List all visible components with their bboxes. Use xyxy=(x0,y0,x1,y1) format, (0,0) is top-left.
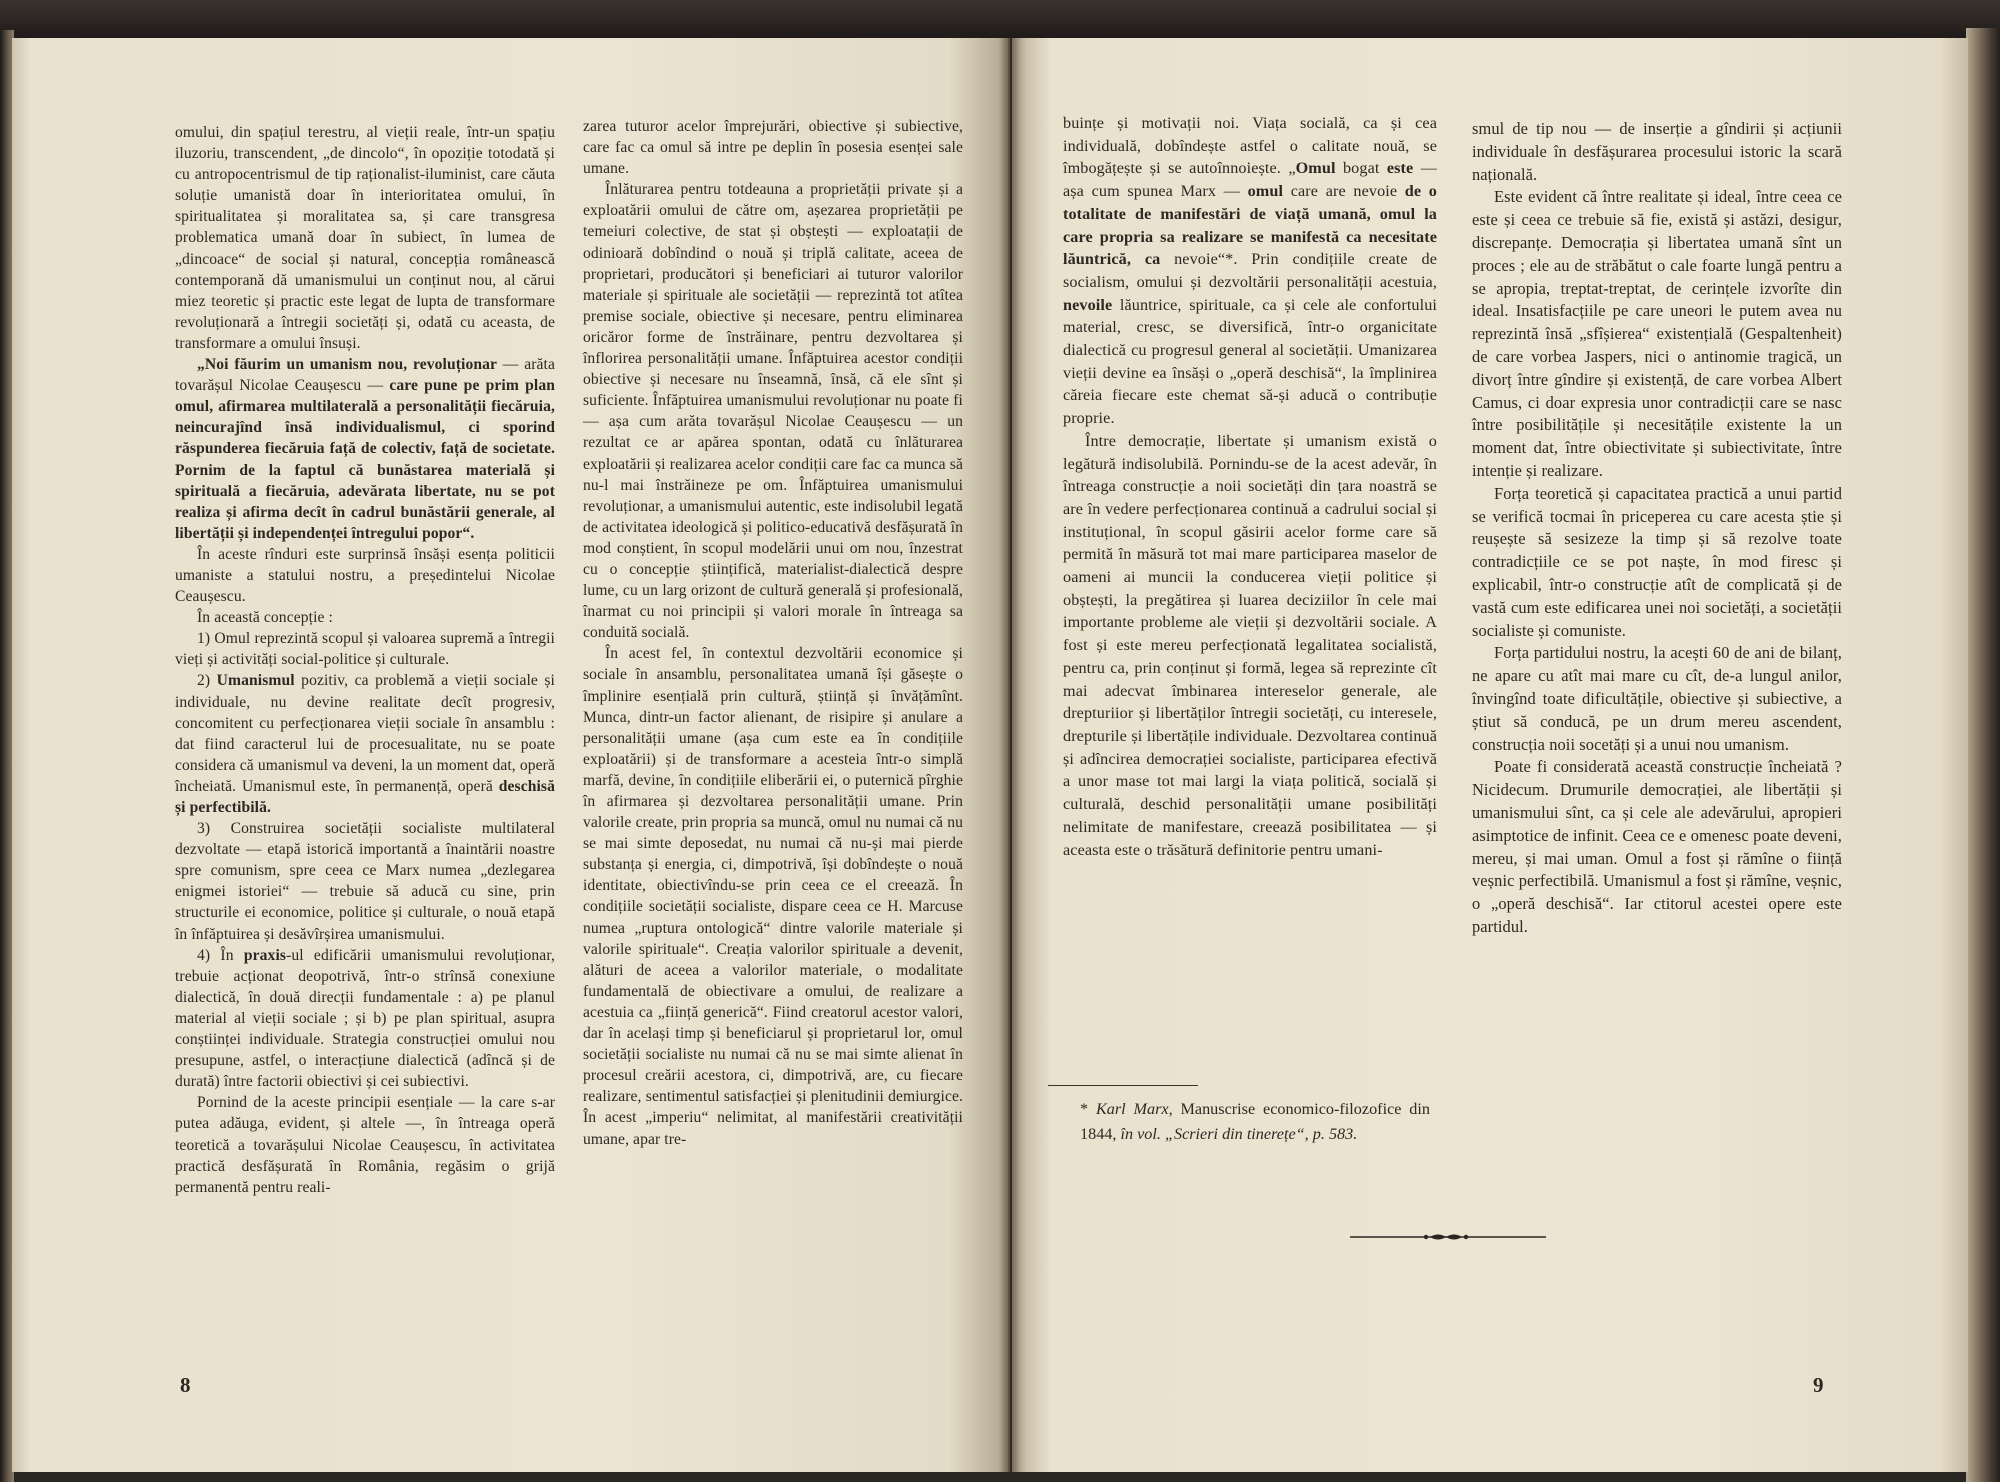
paragraph: 3) Construirea societății socialiste multilateral dezvoltate — etapă istorică importantă a înaintării noastre spre comunism, spre ceea ce Marx numea „dezlegarea enigmei istoriei“ — trebuie să aducă cu sine, prin structurile ei economice, politice și culturale, o nouă etapă în înfăptuirea și desăvîrșirea umanismului. xyxy=(175,820,555,943)
paragraph: Înlăturarea pentru totdeauna a proprietății private și a exploatării omului de către om, așezarea proprietății pe temeiuri colective, de stat și obștești — exploatații de odinioară dobîndind o nouă și triplă calitate, aceea de proprietari, producători și beneficiari ai tuturor valorilor materiale și spirituale ale societății — reprezintă tot atîtea premise sociale, obiective și necesare, pentru eliminarea oricăror forme de înstrăinare, pentru dezvoltarea și înflorirea personalității umane. Înfăptuirea acestor condiții obiective și necesare nu înseamnă, însă, că ele sînt și suficiente. Înfăptuirea umanismului revoluționar nu poate fi — așa cum arăta tovarășul Nicolae Ceaușescu — un rezultat ce ar apărea spontan, odată cu înlăturarea exploatării și realizarea acelor condiții care fac ca munca să nu-l mai înstrăineze pe om. Înfăptuirea umanismului revoluționar, a umanismului autentic, este indisolubil legată de activitatea ideologică și politico-educativă desfășurată în mod conștient, în scopul modelării unui om nou, înzestrat cu o concepție științifică, materialist-dialectică despre lume, cu un larg orizont de cultură generală și profesională, înarmat cu noi principii și valori morale în întreaga sa conduită socială. xyxy=(583,181,963,642)
paragraph: omului, din spațiul terestru, al vieții reale, într-un spațiu iluzoriu, transcendent, „de dincolo“, în opoziție totodată și cu antropocentrismul de tip raționalist-iluminist, care căuta soluție umanistă doar în interioritatea omului, în spiritualitatea și moralitatea sa, și care transgresa problematica umană doar în subiect, în lumea de „dincoace“ de social și natural, concepția românească contemporană dă umanismului un conținut nou, al cărui miez teoretic și practic este legat de lupta de transformare revoluționară a întregii societăți și, odată cu aceasta, de transformare a omului însuși. xyxy=(175,124,555,352)
paragraph: 2) Umanismul pozitiv, ca problemă a vieții sociale și individuale, nu devine realitate decît progresiv, concomitent cu perfecționarea vieții sociale în ansamblu : dat fiind caracterul lui de procesualitate, nu se poate considera că umanismul va deveni, la un moment dat, operă încheiată. Umanismul este, în permanență, operă deschisă și perfectibilă. xyxy=(175,672,555,816)
right-page-column-2 xyxy=(1472,118,1842,939)
paragraph: În această concepție : xyxy=(197,609,333,627)
paragraph: Forța partidului nostru, la acești 60 de ani de bilanț, ne apare cu atît mai mare cu cît, de-a lungul anilor, învingînd toate dificultățile, obiective și subiective, a știut să conducă, pe un drum mereu ascendent, construcția noii socetăți și a unui nou umanism. xyxy=(1472,643,1842,754)
left-page-column-2 xyxy=(583,116,963,1150)
book-cover-edge-right xyxy=(1966,28,2000,1482)
page-number-right: 9 xyxy=(1813,1373,1824,1397)
paragraph: Între democrație, libertate și umanism există o legătură indisolubilă. Pornindu-se de la acest adevăr, în întreaga construcție a noii societăți din țara noastră se are în vedere perfecționarea continuă a cadrului social și instituțional, în scopul găsirii acelor forme care să permită în măsură tot mai mare participarea maselor de oameni ai muncii la conducerea vieții politice și obștești, la pregătirea și luarea deciziilor în cele mai importante probleme ale vieții și dezvoltării sociale. A fost și este mereu perfecționată legalitatea socialistă, pentru ca, prin conținut și formă, legea să reprezinte cît mai adecvat îmbinarea intereselor generale, ale drepturiior și libertăților întregii societăți, cu interesele, drepturile și libertățile individuale. Dezvoltarea continuă și adîncirea democrației socialiste, participarea efectivă a unor mase tot mai largi la viața politică, socială și culturală, deschid personalității umane posibilități nelimitate de manifestare, creează posibilitatea — și aceasta este o trăsătură definitorie pentru umani- xyxy=(1063,431,1437,859)
left-page-column-1 xyxy=(175,122,555,1198)
paragraph: buințe și motivații noi. Viața socială, ca și cea individuală, dobîndește astfel o calitate nouă, se îmbogățește și se autoînnoiește. „Omul bogat este — așa cum spunea Marx — omul care are nevoie de o totalitate de manifestări de viață umană, omul la care propria sa realizare se manifestă ca necesitate lăuntrică, ca nevoie“*. Prin condițiile create de socialism, omului și dezvoltării personalității acestuia, nevoile lăuntrice, spirituale, ca și cele ale confortului material, cresc, se diversifică, într-o organicitate dialectică cu progresul general al societății. Umanizarea vieții devine ea însăși o „operă deschisă“, la împlinirea căreia fiecare este chemat să-și aducă o contribuție proprie. xyxy=(1063,114,1437,428)
paragraph: Pornind de la aceste principii esențiale — la care s-ar putea adăuga, evident, și altele —, în întreaga operă teoretică a tovarășului Nicolae Ceaușescu, în activitatea practică desfășurată în România, regăsim o grijă permanentă pentru reali- xyxy=(175,1094,555,1196)
paragraph: zarea tuturor acelor împrejurări, obiective și subiective, care fac ca omul să intre pe deplin în posesia esenței sale umane. xyxy=(583,118,963,178)
paragraph: Este evident că între realitate și ideal, între ceea ce este și ceea ce trebuie să fie, există și astăzi, desigur, discrepanțe. Democrația și libertatea umană sînt un proces ; ele au de străbătut o cale foarte lungă pentru a se apropia, treptat-treptat, de cerințele izvorîte din ideal. Insatisfacțiile pe care uneori le putem avea nu reprezintă însă „sfîșierea“ existențială (Gespaltenheit) de care vorbea Jaspers, nici o antinomie tragică, un divorț între gîndire și existență, de care vorbea Albert Camus, ci doar expresia unor contradicții care se nasc între posibilitățile și necesitățile existente la un moment dat, între obiectivitate și subiectivitate, între intenție și realizare. xyxy=(1472,187,1842,480)
paragraph: smul de tip nou — de inserție a gîndirii și acțiunii individuale în desfășurarea procesului istoric la scară națională. xyxy=(1472,119,1842,184)
paragraph: În acest fel, în contextul dezvoltării economice și sociale în ansamblu, personalitatea umană își găsește o împlinire esențială prin cultură, știință și învățămînt. Munca, dintr-un factor alienant, de risipire și anulare a personalității umane (așa cum este ea în condițiile exploatării) și de transformare a acesteia într-o simplă marfă, devine, în condițiile eliberării ei, o puternică pîrghie în afirmarea și dezvoltarea personalității umane. Prin valorile create, prin propria sa muncă, omul nu numai că nu se mai simte deposedat, nu numai că nu-și mai pierde substanța și energia, ci, dimpotrivă, își dobîndește o nouă identitate, obiectivîndu-se prin ceea ce el creează. În condițiile societății socialiste, dispare ceea ce H. Marcuse numea „ruptura ontologică“ dintre valorile materiale și valorile spirituale“. Creația valorilor spirituale a devenit, alături de aceea a valorilor materiale, o modalitate fundamentală de obiectivare a omului, de realizare a acestuia ca „ființă generică“. Fiind creatorul acestor valori, dar în același timp și beneficiarul și proprietarul lor, omul societății socialiste nu numai că nu se mai simte alienat în procesul creării acestora, ci, dimpotrivă, are, cu fiecare realizare, sentimentul satisfacției și plenitudinii demiurgice. În acest „imperiu“ nelimitat, al manifestării creativității umane, apar tre- xyxy=(583,645,963,1148)
end-ornament xyxy=(1350,1230,1546,1244)
footnote-rule xyxy=(1048,1085,1198,1086)
right-page-column-1 xyxy=(1063,112,1437,861)
footnote: * Karl Marx, Manuscrise economico-filozofice din 1844, în vol. „Scrieri din tinerețe“, p. 583. xyxy=(1080,1100,1430,1143)
paragraph: „Noi făurim un umanism nou, revoluționar — arăta tovarășul Nicolae Ceaușescu — care pune pe prim plan omul, afirmarea multilaterală a personalității fiecăruia, neincurajînd însă individualismul, ci sporind răspunderea fiecăruia față de colectiv, față de societate. Pornim de la faptul că bunăstarea materială și spirituală a fiecăruia, adevărata libertate, nu se pot realiza și afirma decît în cadrul bunăstării generale, al libertății și independenței întregului popor“. xyxy=(175,356,555,542)
paragraph: Poate fi considerată această construcție încheiată ? Nicidecum. Drumurile democrației, ale libertății și umanismului sînt, ca și cele ale adevărului, apropieri asimptotice de infinit. Ceea ce e omenesc poate deveni, mereu, și mai uman. Omul a fost și rămîne o ființă veșnic perfectibilă. Umanismul a fost și rămîne, veșnic, o „operă deschisă“. Iar ctitorul acestei opere este partidul. xyxy=(1472,757,1842,936)
paragraph: Forța teoretică și capacitatea practică a unui partid se verifică tocmai în priceperea cu care acesta știe și reușește să sesizeze la timp și să rezolve toate contradicțiile ce se pot naște, în mod firesc și explicabil, într-o construcție atît de complicată și de vastă cum este edificarea unei noi societăți, a societății socialiste și comuniste. xyxy=(1472,483,1842,640)
paragraph: În aceste rînduri este surprinsă însăși esența politicii umaniste a statului nostru, a președintelui Nicolae Ceaușescu. xyxy=(175,545,555,606)
page-number-left: 8 xyxy=(180,1373,191,1397)
book-binding xyxy=(0,0,2000,38)
paragraph: 4) În praxis-ul edificării umanismului revoluționar, trebuie acționat deopotrivă, într-o strînsă conexiune dialectică, în două direcții fundamentale : a) pe planul material al vieții sociale ; și b) pe plan spiritual, asupra conștiinței individuale. Strategia construcției omului nou presupune, astfel, o interacțiune dialectică (adîncă și de durată) între factorii obiectivi și cei subiectivi. xyxy=(175,946,555,1091)
paragraph: 1) Omul reprezintă scopul și valoarea supremă a întregii vieți și activități social-politice și culturale. xyxy=(175,630,555,669)
book-gutter xyxy=(1000,38,1020,1472)
